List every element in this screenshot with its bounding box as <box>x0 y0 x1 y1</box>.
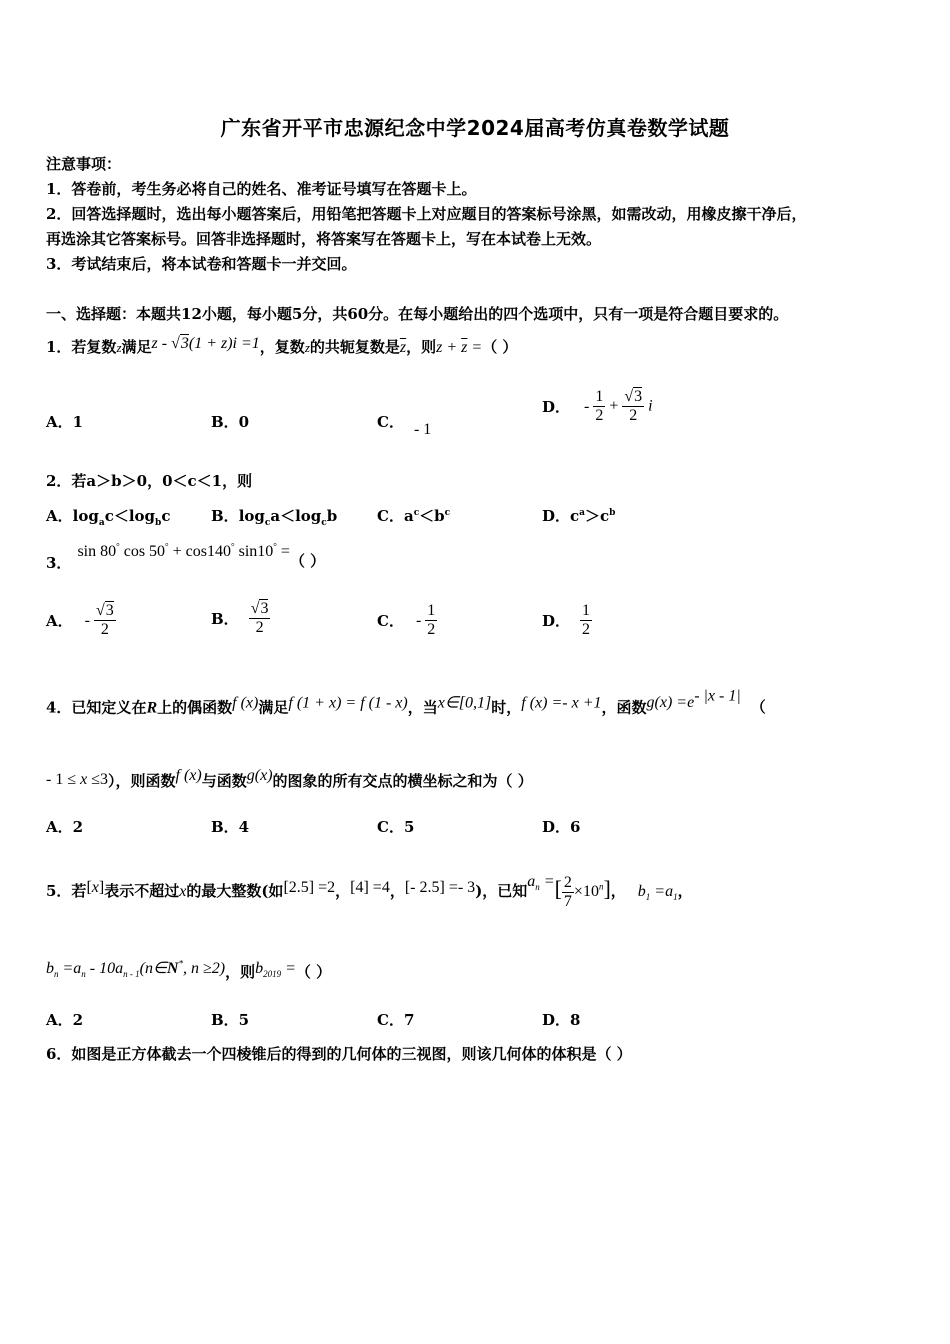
question-4-stem: 4．已知定义在R上的偶函数f (x)满足f (1 + x) = f (1 - x)，当x∈[0,1]时，f (x) =- x +1，函数$g(x) =e^{- |x - 1|}$（ <box>46 688 766 717</box>
q1-option-a[interactable]: A．1 <box>46 413 84 431</box>
q2-option-c-label: C． <box>377 507 404 525</box>
q1-math-z: z <box>116 340 122 355</box>
q4-t5: ，函数 <box>601 698 647 717</box>
section-heading: 一、选择题：本题共12小题，每小题5分，共60分。在每小题给出的四个选项中，只有一项是符合题目要求的。 <box>46 305 789 323</box>
notice-heading: 注意事项： <box>46 155 122 173</box>
q1-equation: z - √3(1 + z)i =1 <box>151 335 260 352</box>
q5-t6: ， <box>610 882 626 900</box>
notice-item-2-cont: 再选涂其它答案标号。回答非选择题时，将答案写在答题卡上，写在本试卷上无效。 <box>46 230 602 248</box>
q1-math-zbar: $\overline{z}$ <box>399 339 407 356</box>
q5-t1: 表示不超过 <box>104 882 180 900</box>
page-title: 广东省开平市忠源纪念中学2024届高考仿真卷数学试题 <box>220 116 730 140</box>
q3-option-a-label: A． <box>46 612 73 630</box>
q1-option-c[interactable] <box>377 411 432 438</box>
notice-item-1: 1．答卷前，考生务必将自己的姓名、准考证号填写在答题卡上。 <box>46 180 477 198</box>
q5-option-d[interactable]: D．8 <box>542 1011 581 1029</box>
q4-t4: 时， <box>491 698 522 717</box>
q3-option-d[interactable]: D． $\frac{1}{2}$ <box>542 602 591 638</box>
q1-option-b[interactable]: B．0 <box>211 413 250 431</box>
question-4-stem-cont: - 1 ≤ x ≤3），则函数f (x)与函数g(x)的图象的所有交点的横坐标之和为（ ） <box>46 767 533 790</box>
q5-num: 5．若 <box>46 882 87 900</box>
q2-option-c[interactable]: C．$a^c<b^c$ <box>377 507 451 525</box>
q3-option-c-label: C． <box>377 612 404 630</box>
q3-option-d-label: D． <box>542 612 571 630</box>
q4-option-d[interactable]: D．6 <box>542 818 581 836</box>
q2-option-a-label: A． <box>46 507 73 525</box>
question-5-stem: 5．若[x]表示不超过x的最大整数(如[2.5] =2，[4] =4，[- 2.5] =- 3)，已知$a_n$ =[ $\frac{2}{7}$ $\times 10^n$]， $b_1 =a_1$， <box>46 873 693 910</box>
q3-option-a[interactable]: A． - $\frac{√3}{2}$ <box>46 602 114 638</box>
q3-option-b-label: B． <box>211 610 239 628</box>
q2-option-a[interactable]: A．$\log_ac<\log_bc$ <box>46 507 171 528</box>
q1-option-d-label: D． <box>542 398 571 416</box>
question-2-stem: 2．若a＞b＞0，0＜c＜1，则 <box>46 472 253 490</box>
q4-t9: 的图象的所有交点的横坐标之和为（ ） <box>272 772 533 790</box>
q3-expression: sin 80° cos 50° + cos140° sin10° = <box>77 541 290 560</box>
q4-t3: ，当 <box>407 698 438 717</box>
q4-option-c[interactable]: C．5 <box>377 818 415 836</box>
q1-option-d-frac1: $\frac{1}{2}$ <box>595 388 604 424</box>
q3-tail: （ ） <box>289 552 326 570</box>
question-6-stem: 6．如图是正方体截去一个四棱锥后的得到的几何体的三视图，则该几何体的体积是（ ） <box>46 1045 632 1063</box>
q4-t1: 上的偶函数 <box>157 698 233 717</box>
q5-t5: )，已知 <box>475 882 528 900</box>
q1-math-sum: $z + \overline{z}$ = <box>436 339 483 356</box>
question-5-stem-cont: $b_n =a_n$ - $10a_{n - 1}(n\in N^*$, n ≥2)，则$b_{2019}$ =（ ） <box>46 958 332 981</box>
q2-option-d[interactable]: D．$c^a>c^b$ <box>542 507 616 525</box>
q1-t2: ，复数 <box>259 338 305 356</box>
notice-item-3: 3．考试结束后，将本试卷和答题卡一并交回。 <box>46 255 357 273</box>
q1-t1: 满足 <box>121 338 152 356</box>
q5-option-c[interactable]: C．7 <box>377 1011 415 1029</box>
q4-t2: 满足 <box>258 698 289 717</box>
q1-t3: 的共轭复数是 <box>309 338 400 356</box>
q1-option-d[interactable]: D． - $\frac{1}{2}$ + $\frac{√3}{2}$ i <box>542 388 653 424</box>
q1-t4: ，则 <box>406 338 437 356</box>
q5-t9: （ ） <box>295 963 332 981</box>
q5-option-b[interactable]: B．5 <box>211 1011 250 1029</box>
question-1-stem <box>46 335 517 357</box>
q4-t8: 与函数 <box>201 772 247 790</box>
q1-math-z2: z <box>304 340 310 355</box>
q1-t5: （ ） <box>482 338 518 356</box>
q5-t3: ， <box>335 882 351 900</box>
q3-option-c[interactable]: C． - $\frac{1}{2}$ <box>377 602 436 638</box>
q1-option-c-value: - 1 <box>413 421 432 438</box>
question-3-stem <box>46 540 326 572</box>
q1-num: 1．若复数 <box>46 338 117 356</box>
q5-t4: ， <box>389 882 405 900</box>
q4-option-a[interactable]: A．2 <box>46 818 84 836</box>
q5-t8: ，则 <box>225 963 256 981</box>
q2-option-b[interactable]: B．$\log_ca<\log_cb$ <box>211 507 338 528</box>
q4-t7: ），则函数 <box>108 772 176 790</box>
q5-t7: ， <box>677 882 693 900</box>
q3-num: 3． <box>46 554 72 572</box>
q4-t6: （ <box>750 698 766 717</box>
q1-option-d-frac2: $\frac{√3}{2}$ <box>624 388 643 424</box>
q5-t2: 的最大整数(如 <box>186 882 284 900</box>
q3-option-b[interactable]: B． $\frac{√3}{2}$ <box>211 600 269 636</box>
q5-option-a[interactable]: A．2 <box>46 1011 84 1029</box>
q2-option-d-label: D． <box>542 507 571 525</box>
q4-option-b[interactable]: B．4 <box>211 818 250 836</box>
q2-option-b-label: B． <box>211 507 239 525</box>
notice-item-2: 2．回答选择题时，选出每小题答案后，用铅笔把答题卡上对应题目的答案标号涂黑，如需改动，用橡皮擦干净后， <box>46 205 807 223</box>
q4-num: 4．已知定义在 <box>46 698 147 717</box>
q1-option-c-label: C． <box>377 413 404 431</box>
